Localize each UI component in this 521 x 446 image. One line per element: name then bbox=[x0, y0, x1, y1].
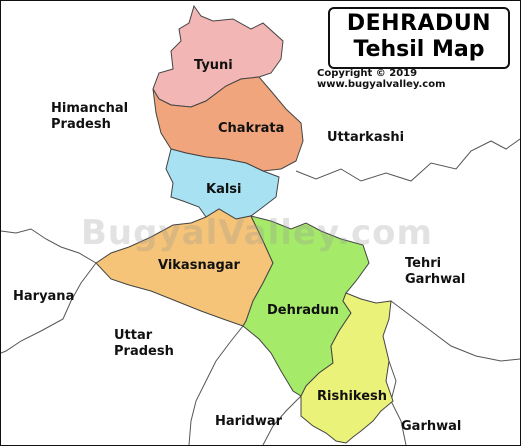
label-himachal-pradesh bbox=[51, 101, 128, 133]
label-tehri-line2: Garhwal bbox=[405, 272, 466, 287]
label-dehradun: Dehradun bbox=[267, 303, 339, 318]
label-rishikesh: Rishikesh bbox=[317, 389, 388, 404]
copyright-text: Copyright © 2019 www.bugyalvalley.com bbox=[317, 68, 446, 90]
label-haryana: Haryana bbox=[13, 289, 75, 304]
label-himachal-line1: Himanchal bbox=[51, 101, 129, 116]
label-uttar-pradesh bbox=[114, 328, 174, 360]
label-himachal-line2: Pradesh bbox=[51, 117, 111, 132]
label-garhwal: Garhwal bbox=[401, 419, 462, 434]
label-up-line2: Pradesh bbox=[114, 344, 174, 359]
label-uttarkashi: Uttarkashi bbox=[327, 130, 405, 145]
label-chakrata: Chakrata bbox=[218, 121, 285, 136]
label-haridwar: Haridwar bbox=[215, 414, 283, 429]
watermark: BugyalValley.com bbox=[81, 213, 433, 253]
label-vikasnagar: Vikasnagar bbox=[158, 258, 240, 273]
label-tyuni: Tyuni bbox=[194, 58, 233, 73]
label-tehri-line1: Tehri bbox=[405, 256, 442, 271]
map-title: DEHRADUN bbox=[346, 11, 492, 36]
label-tehri-garhwal bbox=[405, 256, 465, 288]
map-title-box bbox=[328, 7, 510, 69]
label-kalsi: Kalsi bbox=[206, 182, 242, 197]
boundary-haryana-up bbox=[1, 263, 96, 353]
boundary-tehri-garhwal bbox=[391, 301, 520, 361]
map-subtitle: Tehsil Map bbox=[353, 37, 485, 62]
label-up-line1: Uttar bbox=[114, 328, 153, 343]
